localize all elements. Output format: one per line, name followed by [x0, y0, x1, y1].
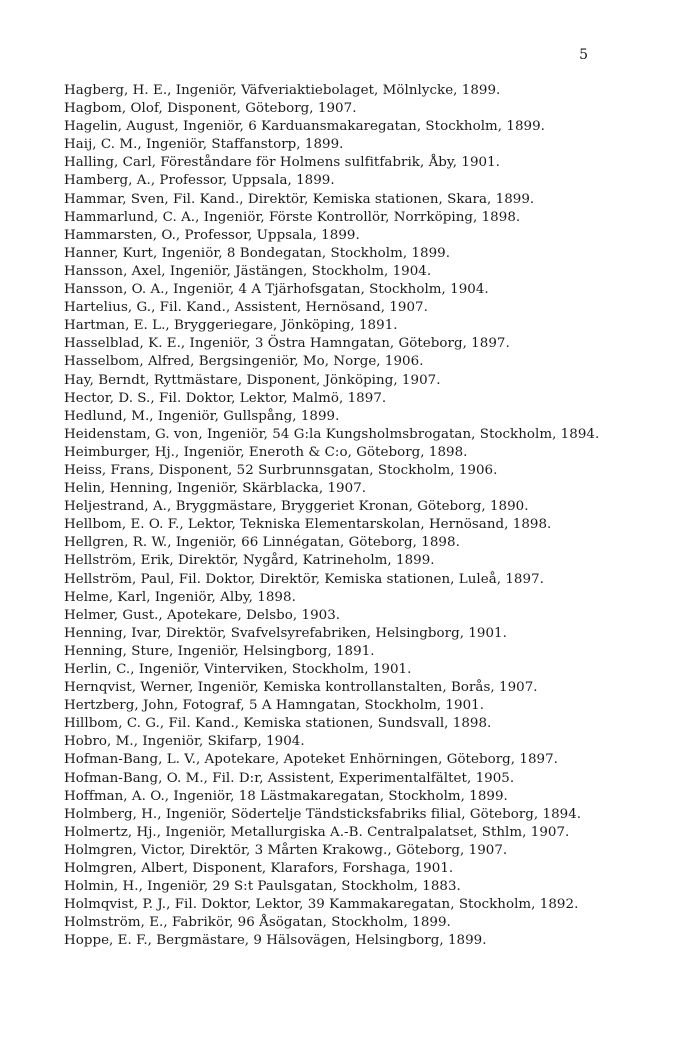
- member-entry: Hoppe, E. F., Bergmästare, 9 Hälsovägen, Helsingborg, 1899.: [64, 933, 487, 949]
- member-entry: Hansson, O. A., Ingeniör, 4 A Tjärhofsgatan, Stockholm, 1904.: [64, 282, 489, 298]
- member-entry: Holmin, H., Ingeniör, 29 S:t Paulsgatan, Stockholm, 1883.: [64, 879, 461, 895]
- member-entry: Herlin, C., Ingeniör, Vinterviken, Stockholm, 1901.: [64, 662, 412, 677]
- member-entry: Hedlund, M., Ingeniör, Gullspång, 1899.: [64, 408, 340, 424]
- member-entry: Helme, Karl, Ingeniör, Alby, 1898.: [64, 589, 296, 605]
- member-entry: Haij, C. M., Ingeniör, Staffanstorp, 1899.: [64, 137, 344, 153]
- member-entry: Heidenstam, G. von, Ingeniör, 54 G:la Kungsholmsbrogatan, Stockholm, 1894.: [64, 426, 600, 442]
- member-entry: Hartman, E. L., Bryggeriegare, Jönköping, 1891.: [64, 318, 398, 334]
- member-entry: Hoffman, A. O., Ingeniör, 18 Lästmakaregatan, Stockholm, 1899.: [64, 788, 508, 804]
- member-entry: Holmström, E., Fabrikör, 96 Åsögatan, Stockholm, 1899.: [64, 915, 451, 931]
- member-entry: Hammarlund, C. A., Ingeniör, Förste Kontrollör, Norrköping, 1898.: [64, 209, 521, 225]
- member-entry: Hillbom, C. G., Fil. Kand., Kemiska stationen, Sundsvall, 1898.: [64, 716, 492, 732]
- member-entry: Helin, Henning, Ingeniör, Skärblacka, 1907.: [64, 481, 367, 497]
- member-entry: Hellbom, E. O. F., Lektor, Tekniska Elementarskolan, Hernösand, 1898.: [64, 517, 552, 533]
- member-entry: Holmqvist, P. J., Fil. Doktor, Lektor, 39 Kammakaregatan, Stockholm, 1892.: [64, 897, 579, 913]
- member-entry: Hagelin, August, Ingeniör, 6 Karduansmakaregatan, Stockholm, 1899.: [64, 119, 545, 135]
- member-entry: Holmgren, Victor, Direktör, 3 Mårten Krakowg., Göteborg, 1907.: [64, 842, 508, 858]
- member-entry: Henning, Sture, Ingeniör, Helsingborg, 1891.: [64, 643, 375, 659]
- member-entry: Halling, Carl, Föreståndare för Holmens sulfitfabrik, Åby, 1901.: [64, 155, 500, 171]
- member-entry: Hartelius, G., Fil. Kand., Assistent, Hernösand, 1907.: [64, 300, 428, 316]
- member-entry: Henning, Ivar, Direktör, Svafvelsyrefabriken, Helsingborg, 1901.: [64, 625, 507, 641]
- page-number: 5: [579, 47, 588, 63]
- member-entry: Hanner, Kurt, Ingeniör, 8 Bondegatan, Stockholm, 1899.: [64, 245, 451, 261]
- member-entry: Hector, D. S., Fil. Doktor, Lektor, Malmö, 1897.: [64, 390, 387, 406]
- member-entry: Heljestrand, A., Bryggmästare, Bryggeriet Kronan, Göteborg, 1890.: [64, 499, 529, 515]
- member-entry: Hamberg, A., Professor, Uppsala, 1899.: [64, 173, 335, 189]
- member-list: [64, 82, 624, 951]
- member-entry: Hofman-Bang, O. M., Fil. D:r, Assistent, Experimentalfältet, 1905.: [64, 770, 515, 786]
- member-entry: Hasselblad, K. E., Ingeniör, 3 Östra Hamngatan, Göteborg, 1897.: [64, 336, 510, 352]
- member-entry: Helmer, Gust., Apotekare, Delsbo, 1903.: [64, 607, 341, 623]
- member-entry: Hagberg, H. E., Ingeniör, Väfveriaktiebolaget, Mölnlycke, 1899.: [64, 83, 501, 98]
- member-entry: Holmberg, H., Ingeniör, Södertelje Tändsticksfabriks filial, Göteborg, 1894.: [64, 806, 582, 822]
- member-entry: Hellström, Erik, Direktör, Nygård, Katrineholm, 1899.: [64, 553, 435, 569]
- member-entry: Hellgren, R. W., Ingeniör, 66 Linnégatan, Göteborg, 1898.: [64, 535, 460, 551]
- member-entry: Holmertz, Hj., Ingeniör, Metallurgiska A.-B. Centralpalatset, Sthlm, 1907.: [64, 824, 570, 840]
- member-entry: Hammarsten, O., Professor, Uppsala, 1899.: [64, 227, 360, 243]
- member-entry: Hertzberg, John, Fotograf, 5 A Hamngatan, Stockholm, 1901.: [64, 698, 485, 714]
- member-entry: Heiss, Frans, Disponent, 52 Surbrunnsgatan, Stockholm, 1906.: [64, 462, 498, 478]
- member-entry: Heimburger, Hj., Ingeniör, Eneroth & C:o, Göteborg, 1898.: [64, 444, 468, 460]
- member-entry: Hernqvist, Werner, Ingeniör, Kemiska kontrollanstalten, Borås, 1907.: [64, 680, 538, 696]
- member-entry: Hay, Berndt, Ryttmästare, Disponent, Jönköping, 1907.: [64, 372, 441, 388]
- member-entry: Hansson, Axel, Ingeniör, Jästängen, Stockholm, 1904.: [64, 263, 432, 279]
- member-entry: Hellström, Paul, Fil. Doktor, Direktör, Kemiska stationen, Luleå, 1897.: [64, 571, 544, 587]
- member-entry: Hasselbom, Alfred, Bergsingeniör, Mo, Norge, 1906.: [64, 354, 424, 370]
- member-entry: Hammar, Sven, Fil. Kand., Direktör, Kemiska stationen, Skara, 1899.: [64, 191, 535, 207]
- member-entry: Hobro, M., Ingeniör, Skifarp, 1904.: [64, 734, 305, 750]
- member-entry: Holmgren, Albert, Disponent, Klarafors, Forshaga, 1901.: [64, 861, 454, 877]
- member-entry: Hofman-Bang, L. V., Apotekare, Apoteket Enhörningen, Göteborg, 1897.: [64, 752, 558, 768]
- member-entry: Hagbom, Olof, Disponent, Göteborg, 1907.: [64, 101, 357, 117]
